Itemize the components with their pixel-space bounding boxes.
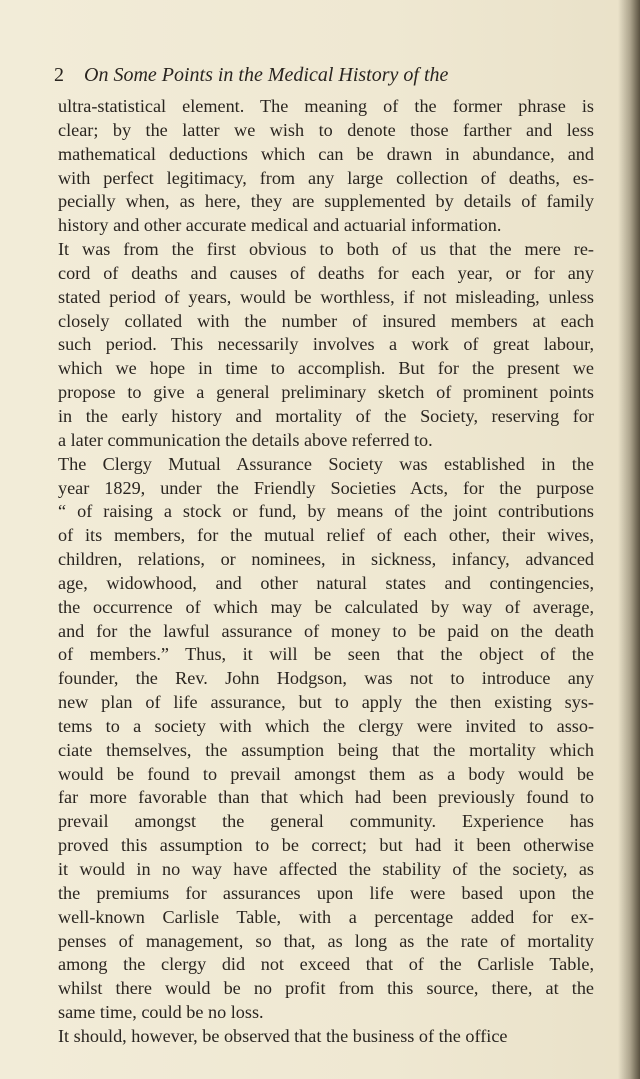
- text-line: mathematical deductions which can be drawn in abundance, and: [58, 143, 594, 164]
- text-line: The Clergy Mutual Assurance Society was established in the: [58, 453, 594, 474]
- text-line: ultra-statistical element. The meaning of the former phrase is: [58, 96, 594, 116]
- text-line: It was from the first obvious to both of us that the mere re-: [58, 239, 594, 260]
- text-line: proved this assumption to be correct; but had it been otherwise: [58, 835, 594, 856]
- text-line: pecially when, as here, they are supplemented by details of family: [58, 191, 594, 212]
- text-line: the occurrence of which may be calculated by way of average,: [58, 596, 594, 617]
- text-line: clear; by the latter we wish to denote those farther and less: [58, 119, 594, 140]
- text-line: cord of deaths and causes of deaths for each year, or for any: [58, 262, 594, 283]
- text-line: would be found to prevail amongst them as a body would be: [58, 763, 594, 784]
- text-line: and for the lawful assurance of money to be paid on the death: [58, 620, 594, 641]
- text-line: closely collated with the number of insured members at each: [58, 310, 594, 331]
- text-line: “ of raising a stock or fund, by means of the joint contributions: [58, 501, 594, 522]
- text-line: tems to a society with which the clergy were invited to asso-: [58, 715, 594, 736]
- text-line: stated period of years, would be worthless, if not misleading, unless: [58, 286, 594, 307]
- text-line: far more favorable than that which had been previously found to: [58, 787, 594, 808]
- text-line: It should, however, be observed that the business of the office: [58, 1025, 508, 1046]
- text-line: age, widowhood, and other natural states and contingencies,: [58, 572, 594, 593]
- text-line: same time, could be no loss.: [58, 1002, 264, 1023]
- text-line: prevail amongst the general community. Experience has: [58, 811, 594, 832]
- text-line: penses of management, so that, as long as the rate of mortality: [58, 930, 594, 951]
- text-line: it would in no way have affected the stability of the society, as: [58, 859, 594, 879]
- text-line: propose to give a general preliminary sketch of prominent points: [58, 382, 594, 403]
- text-line: the premiums for assurances upon life were based upon the: [58, 882, 594, 903]
- text-line: new plan of life assurance, but to apply the then existing sys-: [58, 692, 594, 713]
- text-line: of members.” Thus, it will be seen that the object of the: [58, 644, 594, 665]
- text-line: children, relations, or nominees, in sickness, infancy, advanced: [58, 549, 594, 570]
- text-line: well-known Carlisle Table, with a percentage added for ex-: [58, 906, 594, 927]
- text-line: whilst there would be no profit from this source, there, at the: [58, 978, 594, 999]
- text-line: of its members, for the mutual relief of each other, their wives,: [58, 525, 594, 546]
- text-line: in the early history and mortality of the Society, reserving for: [58, 405, 594, 426]
- page-number: 2: [54, 64, 64, 86]
- page-header: [54, 64, 594, 94]
- body-text: [58, 95, 594, 1049]
- running-head: On Some Points in the Medical History of the: [84, 64, 449, 86]
- text-line: year 1829, under the Friendly Societies Acts, for the purpose: [58, 477, 594, 498]
- text-line: ciate themselves, the assumption being that the mortality which: [58, 739, 594, 760]
- text-line: history and other accurate medical and actuarial information.: [58, 215, 502, 236]
- text-line: such period. This necessarily involves a work of great labour,: [58, 334, 594, 355]
- text-line: a later communication the details above referred to.: [58, 429, 433, 450]
- text-line: among the clergy did not exceed that of the Carlisle Table,: [58, 954, 594, 975]
- page-edge-shadow: [618, 0, 640, 1079]
- text-line: founder, the Rev. John Hodgson, was not to introduce any: [58, 668, 594, 689]
- text-line: which we hope in time to accomplish. But for the present we: [58, 358, 594, 379]
- text-line: with perfect legitimacy, from any large collection of deaths, es-: [58, 167, 594, 188]
